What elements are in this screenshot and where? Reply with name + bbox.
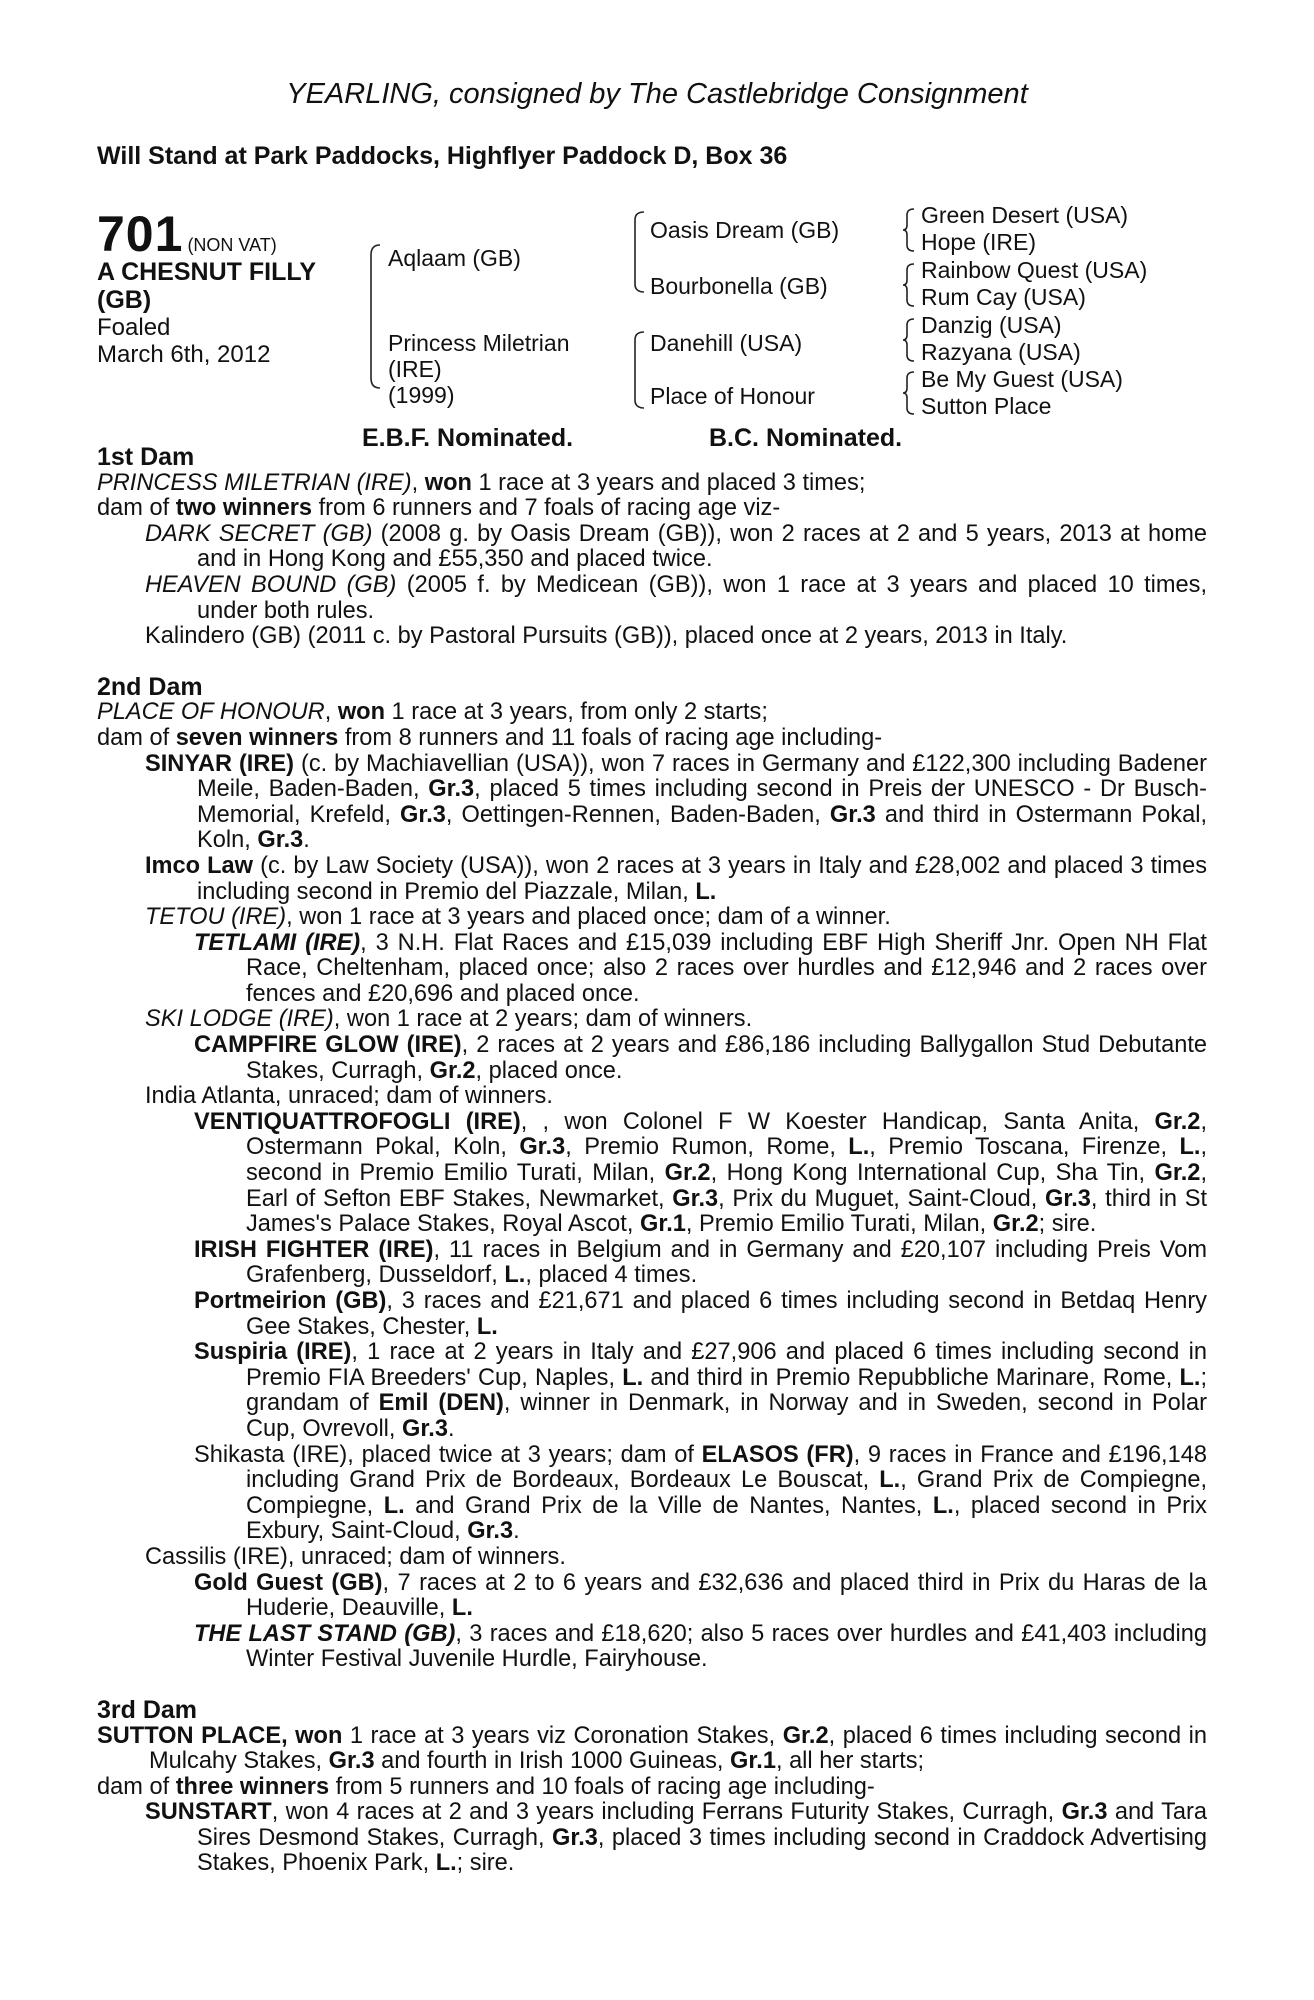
text: , Earl of Sefton EBF Stakes, Newmarket, bbox=[246, 1160, 1207, 1212]
text: , third in St James's Palace Stakes, Royal Ascot, bbox=[246, 1185, 1208, 1238]
foaled-label: Foaled bbox=[97, 314, 171, 341]
pedigree-dam-line-2: (IRE) bbox=[388, 356, 442, 382]
text: Shikasta (IRE), placed twice at 3 years; dam of bbox=[194, 1441, 702, 1468]
bracket-gen3-2 bbox=[902, 262, 916, 310]
horse-name: VENTIQUATTROFOGLI (IRE) bbox=[194, 1108, 521, 1135]
text: and third in Ostermann Pokal, Koln, bbox=[197, 801, 1207, 854]
text: from 8 runners and 11 foals of racing age including- bbox=[338, 724, 883, 751]
stand-location: Will Stand at Park Paddocks, Highflyer Paddock D, Box 36 bbox=[97, 142, 788, 170]
text: , won 4 races at 2 and 3 years including Ferrans Futurity Stakes, Curragh, bbox=[271, 1799, 1062, 1826]
text: , all her starts; bbox=[775, 1748, 925, 1775]
winners-count: seven winners bbox=[175, 724, 339, 751]
grade: Gr.3 bbox=[1061, 1799, 1108, 1826]
third-dam-produce-summary bbox=[97, 1775, 1207, 1801]
text: (c. by Machiavellian (USA)), won 7 races in Germany and £122,300 including Badener Meile, Baden-Baden, bbox=[197, 750, 1207, 803]
won-label: , won bbox=[281, 1722, 343, 1749]
bc-nominated: B.C. Nominated. bbox=[709, 424, 903, 452]
produce-entry bbox=[97, 1110, 1207, 1238]
text: , 3 races and £21,671 and placed 6 times including second in Betdaq Henry Gee Stakes, Chester, bbox=[246, 1288, 1207, 1340]
produce-entry bbox=[97, 573, 1207, 624]
horse-name: PRINCESS MILETRIAN (IRE) bbox=[97, 469, 412, 496]
lot-number: 701 bbox=[97, 206, 184, 262]
listed: L. bbox=[622, 1364, 644, 1391]
pedigree-gen3-a bbox=[921, 202, 1128, 256]
produce-entry bbox=[97, 854, 1207, 905]
text: , 9 races in France and £196,148 including Grand Prix de Bordeaux, Bordeaux Le Bouscat, bbox=[246, 1441, 1207, 1494]
vat-status: (NON VAT) bbox=[187, 235, 277, 255]
horse-name: Emil (DEN) bbox=[378, 1390, 504, 1417]
ped-sds: Rainbow Quest (USA) bbox=[921, 257, 1148, 283]
listed: L. bbox=[879, 1467, 901, 1494]
ebf-nominated: E.B.F. Nominated. bbox=[362, 424, 574, 452]
text: , Oettingen-Rennen, Baden-Baden, bbox=[445, 801, 830, 828]
horse-name: HEAVEN BOUND (GB) bbox=[145, 571, 397, 598]
bracket-gen2-sire bbox=[632, 212, 646, 294]
text: , 3 N.H. Flat Races and £15,039 including EBF High Sheriff Jnr. Open NH Flat Race, Cheltenham, placed once; also 2 races over hurdles and £12,946 and 2 races over fences and £20,696 and placed once. bbox=[246, 929, 1207, 1007]
pedigree-sire-dam: Bourbonella (GB) bbox=[650, 273, 828, 299]
record-text: 1 race at 3 years, from only 2 starts; bbox=[385, 699, 768, 726]
horse-name: Gold Guest (GB) bbox=[194, 1569, 383, 1596]
horse-name: Suspiria (IRE) bbox=[194, 1339, 352, 1366]
text: , 11 races in Belgium and in Germany and £20,107 including Preis Vom Grafenberg, Dusseldorf, bbox=[246, 1236, 1207, 1289]
won-label: won bbox=[337, 699, 385, 726]
ped-sdd: Rum Cay (USA) bbox=[921, 284, 1086, 310]
listed: L. bbox=[504, 1262, 526, 1289]
listed: L. bbox=[695, 878, 717, 905]
ped-sss: Green Desert (USA) bbox=[921, 202, 1129, 228]
second-dam-produce-summary bbox=[97, 726, 1207, 752]
text: . bbox=[447, 1415, 455, 1442]
text: , Hong Kong International Cup, Sha Tin, bbox=[710, 1160, 1155, 1187]
horse-name: SKI LODGE (IRE) bbox=[145, 1006, 334, 1033]
text: ; sire. bbox=[1038, 1211, 1097, 1238]
text: , Premio Rumon, Rome, bbox=[565, 1134, 849, 1161]
text: , placed second in Prix Exbury, Saint-Cloud, bbox=[246, 1492, 1207, 1545]
pedigree-dam-line-1: Princess Miletrian bbox=[388, 330, 570, 356]
sex-line-2: (GB) bbox=[97, 286, 152, 314]
listed: L. bbox=[383, 1492, 405, 1519]
text: , 2 races at 2 years and £86,186 including Ballygallon Stud Debutante Stakes, Curragh, bbox=[246, 1032, 1207, 1084]
record-text: 1 race at 3 years and placed 3 times; bbox=[471, 469, 866, 496]
text: , won 1 race at 2 years; dam of winners. bbox=[333, 1006, 753, 1033]
produce-record bbox=[97, 445, 1207, 1877]
second-dam-heading: 2nd Dam bbox=[97, 672, 203, 701]
ped-dds: Be My Guest (USA) bbox=[921, 366, 1123, 392]
text: , Premio Emilio Turati, Milan, bbox=[685, 1211, 993, 1238]
horse-name: DARK SECRET (GB) bbox=[145, 520, 373, 547]
grade: Gr.2 bbox=[429, 1057, 476, 1084]
grade: Gr.2 bbox=[1154, 1160, 1201, 1187]
record-text: (2005 f. by Medicean (GB)), won 1 race at 3 years and placed 10 times, under both rules. bbox=[197, 571, 1207, 624]
bracket-gen1 bbox=[368, 245, 382, 390]
produce-entry: India Atlanta, unraced; dam of winners. bbox=[145, 1083, 553, 1110]
text: , 1 race at 2 years in Italy and £27,906 and placed 6 times including second in Premio FIA Breeders' Cup, Naples, bbox=[246, 1339, 1207, 1391]
produce-entry bbox=[97, 905, 1207, 931]
text: dam of bbox=[97, 724, 176, 751]
horse-name: TETOU (IRE) bbox=[145, 904, 287, 931]
lot-description bbox=[97, 258, 316, 314]
grade: Gr.3 bbox=[1045, 1185, 1091, 1212]
lot-heading bbox=[97, 205, 277, 263]
text: , second in Premio Emilio Turati, Milan, bbox=[246, 1134, 1207, 1187]
horse-name: Imco Law bbox=[145, 852, 254, 879]
pedigree-gen3-c bbox=[921, 312, 1081, 366]
third-dam-record bbox=[97, 1724, 1207, 1775]
produce-entry: Kalindero (GB) (2011 c. by Pastoral Pursuits (GB)), placed once at 2 years, 2013 in Italy. bbox=[145, 623, 1068, 650]
grade: Gr.3 bbox=[428, 776, 475, 803]
produce-entry bbox=[97, 1443, 1207, 1545]
grade: Gr.1 bbox=[639, 1211, 686, 1238]
horse-name: ELASOS (FR) bbox=[701, 1441, 854, 1468]
text: 1 race at 3 years viz Coronation Stakes, bbox=[342, 1722, 783, 1749]
grade: Gr.2 bbox=[664, 1160, 711, 1187]
pedigree-gen3-d bbox=[921, 366, 1123, 420]
text: ; grandam of bbox=[246, 1364, 1207, 1417]
grade: Gr.2 bbox=[1154, 1108, 1201, 1135]
listed: L. bbox=[476, 1313, 498, 1340]
second-dam-record: PLACE OF HONOUR, won 1 race at 3 years, from only 2 starts; bbox=[97, 699, 768, 726]
produce-entry bbox=[97, 1033, 1207, 1084]
grade: Gr.3 bbox=[672, 1185, 719, 1212]
ped-ssd: Hope (IRE) bbox=[921, 229, 1037, 255]
bracket-gen3-3 bbox=[902, 317, 916, 365]
text: ; sire. bbox=[456, 1850, 515, 1877]
pedigree-dam-sire: Danehill (USA) bbox=[650, 330, 803, 356]
record-text: (2008 g. by Oasis Dream (GB)), won 2 races at 2 and 5 years, 2013 at home and in Hong Kong and £55,350 and placed twice. bbox=[197, 520, 1207, 573]
horse-name: SUTTON PLACE bbox=[97, 1722, 282, 1749]
grade: Gr.2 bbox=[992, 1211, 1039, 1238]
horse-name: SUNSTART bbox=[145, 1799, 272, 1826]
text: . bbox=[303, 827, 310, 854]
text: from 6 runners and 7 foals of racing age viz- bbox=[312, 495, 781, 522]
produce-entry bbox=[97, 752, 1207, 854]
grade: Gr.3 bbox=[829, 801, 876, 828]
grade: Gr.2 bbox=[782, 1722, 829, 1749]
text: , placed 6 times including second in Mulcahy Stakes, bbox=[149, 1722, 1207, 1775]
pedigree-dam-line-3: (1999) bbox=[388, 382, 455, 408]
horse-name: PLACE OF HONOUR bbox=[97, 699, 325, 726]
pedigree-dam-dam: Place of Honour bbox=[650, 383, 815, 409]
listed: L. bbox=[1179, 1134, 1201, 1161]
listed: L. bbox=[435, 1850, 457, 1877]
text: , Ostermann Pokal, Koln, bbox=[246, 1108, 1207, 1161]
produce-entry bbox=[97, 1571, 1207, 1622]
grade: Gr.3 bbox=[467, 1518, 514, 1545]
text: , , won Colonel F W Koester Handicap, Santa Anita, bbox=[520, 1108, 1155, 1135]
listed: L. bbox=[848, 1134, 870, 1161]
grade: Gr.3 bbox=[402, 1415, 448, 1442]
text: , 7 races at 2 to 6 years and £32,636 and placed third in Prix du Haras de la Huderie, Deauville, bbox=[246, 1569, 1208, 1622]
pedigree-gen3-b bbox=[921, 257, 1147, 311]
produce-entry bbox=[97, 1622, 1207, 1673]
grade: Gr.3 bbox=[551, 1824, 598, 1851]
won-label: won bbox=[424, 469, 472, 496]
bracket-gen3-1 bbox=[902, 207, 916, 255]
produce-entry bbox=[97, 1800, 1207, 1877]
horse-name: CAMPFIRE GLOW (IRE) bbox=[194, 1032, 462, 1059]
listed: L. bbox=[451, 1595, 473, 1622]
pedigree-dam bbox=[388, 330, 570, 408]
text: , placed 4 times. bbox=[525, 1262, 698, 1289]
foaled-date: March 6th, 2012 bbox=[97, 341, 271, 368]
first-dam-record: PRINCESS MILETRIAN (IRE), won 1 race at 3 years and placed 3 times; bbox=[97, 469, 866, 496]
text: , winner in Denmark, in Norway and in Sweden, second in Polar Cup, Ovrevoll, bbox=[246, 1390, 1207, 1442]
text: and third in Premio Repubbliche Marinare, Rome, bbox=[643, 1364, 1180, 1391]
produce-entry bbox=[97, 1007, 1207, 1033]
text: , Premio Toscana, Firenze, bbox=[869, 1134, 1180, 1161]
text: , Prix du Muguet, Saint-Cloud, bbox=[718, 1185, 1045, 1212]
grade: Gr.3 bbox=[328, 1748, 375, 1775]
bracket-gen3-4 bbox=[902, 370, 916, 418]
horse-name: TETLAMI (IRE) bbox=[194, 929, 361, 956]
produce-entry bbox=[97, 931, 1207, 1008]
text: , placed once. bbox=[475, 1057, 623, 1084]
text: and Grand Prix de la Ville de Nantes, Nantes, bbox=[404, 1492, 933, 1519]
horse-name: IRISH FIGHTER (IRE) bbox=[194, 1236, 434, 1263]
text: , placed 5 times including second in Preis der UNESCO - Dr Busch-Memorial, Krefeld, bbox=[197, 776, 1207, 828]
winners-count: two winners bbox=[175, 495, 313, 522]
horse-name: SINYAR (IRE) bbox=[145, 750, 294, 777]
winners-count: three winners bbox=[175, 1773, 330, 1800]
produce-entry bbox=[97, 1238, 1207, 1289]
sex-line-1: A CHESNUT FILLY bbox=[97, 258, 316, 286]
listed: L. bbox=[932, 1492, 954, 1519]
first-dam-heading: 1st Dam bbox=[97, 443, 195, 471]
text: , placed 3 times including second in Craddock Advertising Stakes, Phoenix Park, bbox=[197, 1824, 1207, 1877]
text: and fourth in Irish 1000 Guineas, bbox=[374, 1748, 731, 1775]
text: , won 1 race at 3 years and placed once; dam of a winner. bbox=[286, 904, 891, 931]
produce-entry bbox=[97, 522, 1207, 573]
bracket-gen2-dam bbox=[632, 332, 646, 410]
produce-entry: Cassilis (IRE), unraced; dam of winners. bbox=[145, 1543, 566, 1570]
grade: Gr.3 bbox=[400, 801, 446, 828]
first-dam-produce-summary bbox=[97, 496, 1207, 522]
text: . bbox=[513, 1518, 520, 1545]
text: (c. by Law Society (USA)), won 2 races at 3 years in Italy and £28,002 and placed 3 times including second in Premio del Piazzale, Milan, bbox=[197, 852, 1207, 905]
third-dam-heading: 3rd Dam bbox=[97, 1695, 198, 1724]
grade: Gr.1 bbox=[730, 1748, 776, 1775]
grade: Gr.3 bbox=[257, 827, 304, 854]
text: from 5 runners and 10 foals of racing age including- bbox=[329, 1773, 875, 1800]
horse-name: Portmeirion (GB) bbox=[194, 1288, 387, 1314]
ped-dsd: Razyana (USA) bbox=[921, 339, 1081, 365]
listed: L. bbox=[1179, 1364, 1201, 1391]
ped-dss: Danzig (USA) bbox=[921, 312, 1062, 338]
pedigree-sire: Aqlaam (GB) bbox=[388, 245, 521, 271]
text: , 3 races and £18,620; also 5 races over hurdles and £41,403 including Winter Festival Juvenile Hurdle, Fairyhouse. bbox=[246, 1620, 1207, 1673]
ped-ddd: Sutton Place bbox=[921, 393, 1052, 419]
produce-entry bbox=[97, 1340, 1207, 1442]
grade: Gr.3 bbox=[519, 1134, 566, 1161]
horse-name: THE LAST STAND (GB) bbox=[194, 1620, 456, 1647]
text: , Grand Prix de Compiegne, Compiegne, bbox=[246, 1467, 1207, 1519]
foaling-info bbox=[97, 314, 270, 368]
pedigree-sire-sire: Oasis Dream (GB) bbox=[650, 217, 840, 243]
page-header: YEARLING, consigned by The Castlebridge Consignment bbox=[286, 78, 1028, 110]
text: dam of bbox=[97, 1773, 176, 1800]
text: dam of bbox=[97, 495, 176, 522]
produce-entry bbox=[97, 1289, 1207, 1340]
text: and Tara Sires Desmond Stakes, Curragh, bbox=[197, 1799, 1207, 1851]
